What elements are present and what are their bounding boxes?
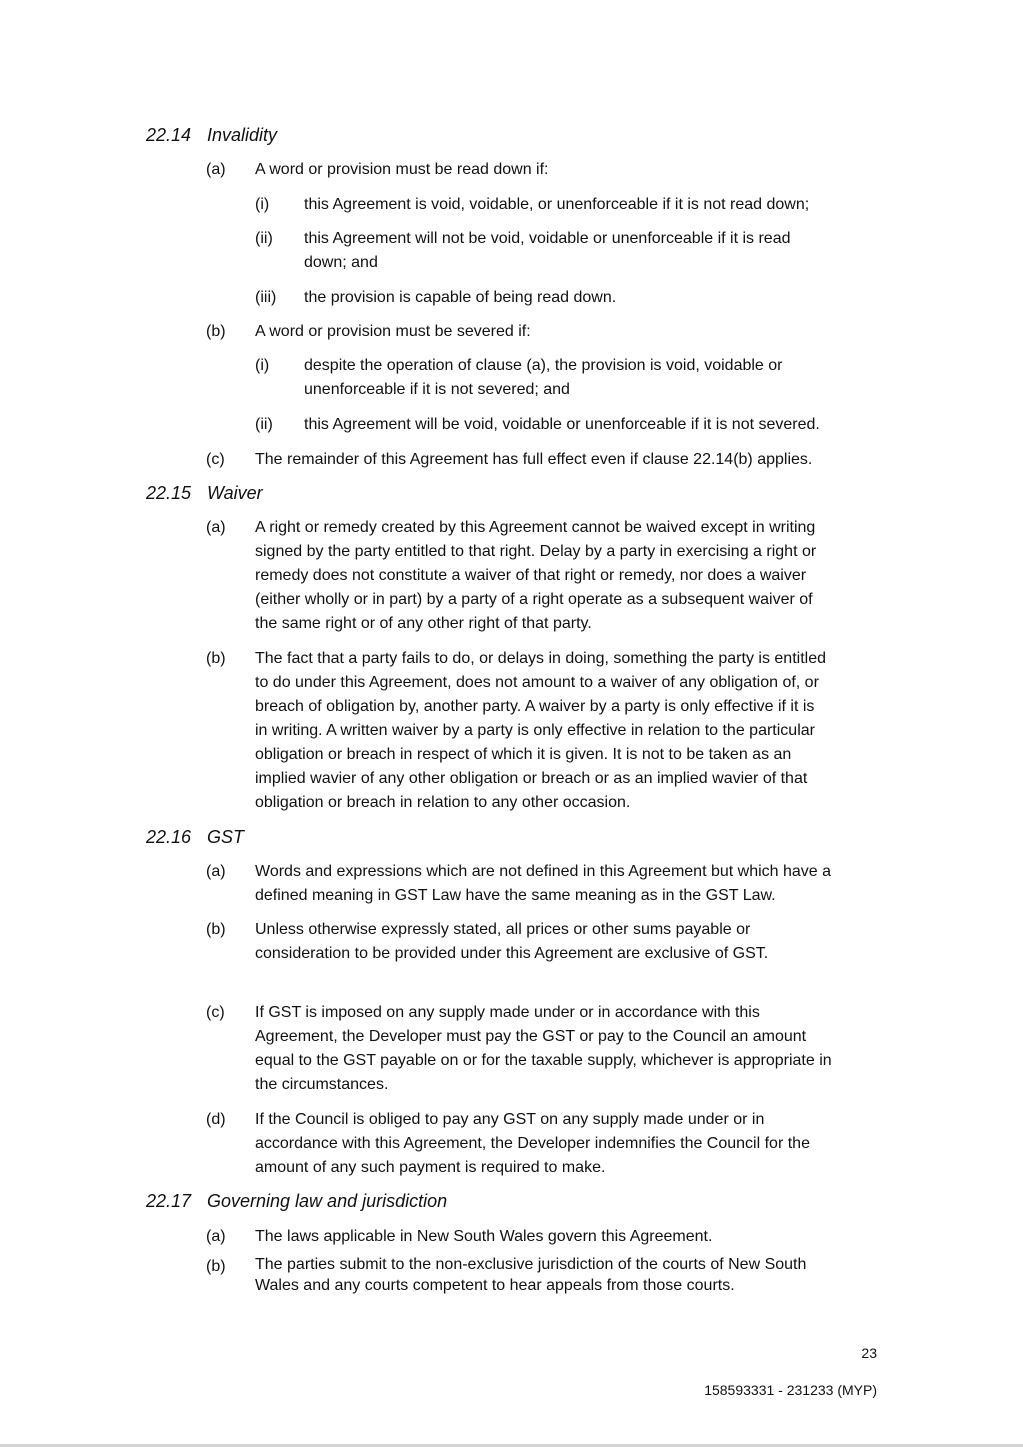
- clause-label: (a): [206, 863, 226, 880]
- clause-text: accordance with this Agreement, the Developer indemnifies the Council for the: [255, 1135, 810, 1152]
- clause-label: (b): [206, 650, 226, 667]
- heading-title-governing-law: Governing law and jurisdiction: [207, 1191, 448, 1211]
- heading-number: 22.15: [146, 483, 192, 503]
- subclause-text: despite the operation of clause (a), the provision is void, voidable or: [304, 357, 783, 374]
- clause-text: A word or provision must be severed if:: [255, 323, 531, 340]
- clause-text: amount of any such payment is required to make.: [255, 1159, 606, 1176]
- clause-text: signed by the party entitled to that right. Delay by a party in exercising a right or: [255, 543, 817, 560]
- clause-text: consideration to be provided under this Agreement are exclusive of GST.: [255, 945, 769, 962]
- clause-text: A right or remedy created by this Agreement cannot be waived except in writing: [255, 519, 816, 536]
- clause-label: (c): [206, 451, 225, 468]
- clause-text: A word or provision must be read down if:: [255, 161, 549, 178]
- clause-label: (c): [206, 1004, 225, 1021]
- heading-number: 22.17: [146, 1191, 192, 1211]
- clause-label: (b): [206, 1258, 226, 1275]
- clause-text: If the Council is obliged to pay any GST on any supply made under or in: [255, 1111, 765, 1128]
- clause-text: the same right or of any other right of that party.: [255, 615, 592, 632]
- clause-text: obligation or breach in relation to any other occasion.: [255, 794, 631, 811]
- heading-title-invalidity: Invalidity: [207, 125, 278, 145]
- clause-label: (b): [206, 323, 226, 340]
- clause-text: The fact that a party fails to do, or delays in doing, something the party is entitled: [255, 650, 826, 667]
- subclause-text: unenforceable if it is not severed; and: [304, 381, 570, 398]
- subclause-text: down; and: [304, 254, 378, 271]
- heading-number: 22.16: [146, 827, 192, 847]
- document-reference: 158593331 - 231233 (MYP): [704, 1382, 877, 1398]
- clause-text: Unless otherwise expressly stated, all prices or other sums payable or: [255, 921, 751, 938]
- heading-number: 22.14: [146, 125, 192, 145]
- clause-label: (d): [206, 1111, 226, 1128]
- subclause-label: (i): [255, 196, 270, 213]
- clause-text: obligation or breach in respect of which it is given. It is not to be taken as an: [255, 746, 792, 763]
- page-number: 23: [861, 1345, 877, 1361]
- subclause-label: (ii): [255, 230, 273, 247]
- clause-text: The parties submit to the non-exclusive jurisdiction of the courts of New South: [255, 1256, 807, 1273]
- clause-text: breach of obligation by, another party. A waiver by a party is only effective if it is: [255, 698, 815, 715]
- clause-label: (b): [206, 921, 226, 938]
- clause-text: (either wholly or in part) by a party of a right operate as a subsequent waiver of: [255, 591, 813, 608]
- clause-text: Words and expressions which are not defined in this Agreement but which have a: [255, 863, 832, 880]
- clause-text: remedy does not constitute a waiver of that right or remedy, nor does a waiver: [255, 567, 807, 584]
- clause-text: in writing. A written waiver by a party is only effective in relation to the particular: [255, 722, 815, 739]
- clause-label: (a): [206, 1228, 226, 1245]
- subclause-label: (ii): [255, 416, 273, 433]
- clause-text: defined meaning in GST Law have the same meaning as in the GST Law.: [255, 887, 776, 904]
- clause-label: (a): [206, 161, 226, 178]
- heading-title-gst: GST: [207, 827, 245, 847]
- subclause-label: (i): [255, 357, 270, 374]
- subclause-label: (iii): [255, 289, 277, 306]
- clause-text: Wales and any courts competent to hear appeals from those courts.: [255, 1277, 735, 1294]
- subclause-text: this Agreement will not be void, voidable or unenforceable if it is read: [304, 230, 791, 247]
- heading-title-waiver: Waiver: [207, 483, 263, 503]
- clause-label: (a): [206, 519, 226, 536]
- subclause-text: the provision is capable of being read down.: [304, 289, 617, 306]
- subclause-text: this Agreement will be void, voidable or unenforceable if it is not severed.: [304, 416, 820, 433]
- clause-text: implied wavier of any other obligation or breach or as an implied wavier of that: [255, 770, 808, 787]
- clause-text: The remainder of this Agreement has full effect even if clause 22.14(b) applies.: [255, 451, 813, 468]
- clause-text: the circumstances.: [255, 1076, 389, 1093]
- clause-text: equal to the GST payable on or for the taxable supply, whichever is appropriate in: [255, 1052, 832, 1069]
- clause-text: The laws applicable in New South Wales govern this Agreement.: [255, 1228, 713, 1245]
- clause-text: If GST is imposed on any supply made under or in accordance with this: [255, 1004, 760, 1021]
- clause-text: to do under this Agreement, does not amount to a waiver of any obligation of, or: [255, 674, 819, 691]
- clause-text: Agreement, the Developer must pay the GST or pay to the Council an amount: [255, 1028, 807, 1045]
- subclause-text: this Agreement is void, voidable, or unenforceable if it is not read down;: [304, 196, 810, 213]
